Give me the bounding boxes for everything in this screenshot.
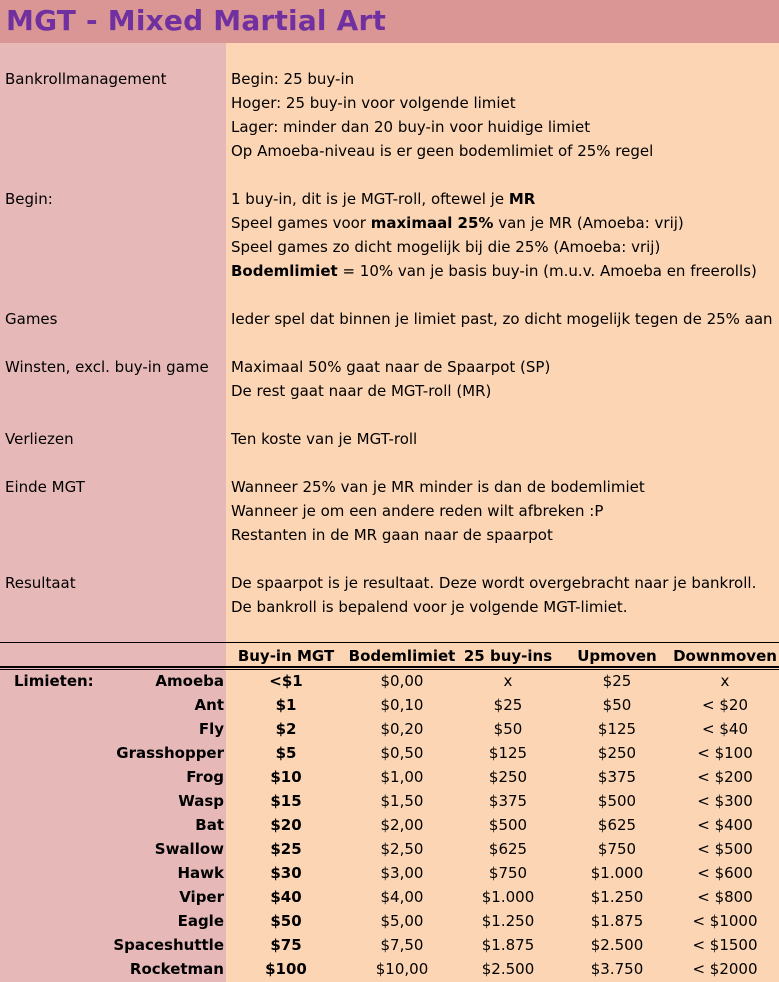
text-segment: De bankroll is bepalend voor je volgende MGT-limiet. <box>231 598 628 616</box>
buyin-cell: $75 <box>270 936 302 954</box>
bodemlimiet-cell: $10,00 <box>375 960 429 978</box>
limit-name: Fly <box>198 720 224 738</box>
buyin-cell: $15 <box>270 792 302 810</box>
buyins25-cell: $500 <box>488 816 528 834</box>
upmoven-cell: $375 <box>597 768 637 786</box>
text-segment: Op Amoeba-niveau is er geen bodemlimiet of 25% regel <box>231 142 654 160</box>
downmoven-cell: < $100 <box>697 744 753 762</box>
limit-name: Bat <box>195 816 224 834</box>
header-bodemlimiet: Bodemlimiet <box>348 647 456 665</box>
section-label: Begin: <box>5 190 53 208</box>
text-segment: = 10% van je basis buy-in (m.u.v. Amoeba en freerolls) <box>337 262 757 280</box>
bodemlimiet-cell: $2,00 <box>380 816 424 834</box>
bodemlimiet-cell: $1,50 <box>380 792 424 810</box>
buyin-cell: $10 <box>270 768 302 786</box>
bodemlimiet-cell: $0,10 <box>380 696 424 714</box>
section-label: Verliezen <box>5 430 74 448</box>
section-line <box>231 526 553 544</box>
bodemlimiet-cell: $5,00 <box>380 912 424 930</box>
buyins25-cell: $125 <box>488 744 528 762</box>
bodemlimiet-cell: $7,50 <box>380 936 424 954</box>
downmoven-cell: < $400 <box>697 816 753 834</box>
buyin-cell: $100 <box>265 960 307 978</box>
buyin-cell: $2 <box>275 720 297 738</box>
header-buyin: Buy-in MGT <box>237 647 335 665</box>
section-label: Games <box>5 310 58 328</box>
buyins25-cell: $1.000 <box>481 888 535 906</box>
upmoven-cell: $750 <box>597 840 637 858</box>
limits-label: Limieten: <box>14 672 94 690</box>
section-label: Winsten, excl. buy-in game <box>5 358 209 376</box>
header-upmoven: Upmoven <box>577 647 657 665</box>
section-line <box>231 70 354 88</box>
downmoven-cell: x <box>720 672 730 690</box>
buyins25-cell: $2.500 <box>481 960 535 978</box>
buyin-cell: $20 <box>270 816 302 834</box>
downmoven-cell: < $600 <box>697 864 753 882</box>
upmoven-cell: $2.500 <box>590 936 644 954</box>
text-segment: Speel games voor <box>231 214 371 232</box>
bold-text: maximaal 25% <box>370 214 494 232</box>
section-line <box>231 142 653 160</box>
section-line <box>231 310 773 328</box>
section-line <box>231 502 603 520</box>
bold-text: Bodemlimiet <box>231 262 338 280</box>
text-segment: De rest gaat naar de MGT-roll (MR) <box>231 382 492 400</box>
section-line <box>231 382 491 400</box>
buyins25-cell: $750 <box>488 864 528 882</box>
bodemlimiet-cell: $0,20 <box>380 720 424 738</box>
bold-text: MR <box>508 190 536 208</box>
section-label: Einde MGT <box>5 478 85 496</box>
buyins25-cell: $1.875 <box>481 936 535 954</box>
section-line <box>231 262 757 280</box>
limit-name: Eagle <box>177 912 224 930</box>
upmoven-cell: $1.000 <box>590 864 644 882</box>
upmoven-cell: $500 <box>597 792 637 810</box>
limit-name: Wasp <box>178 792 224 810</box>
limit-name: Frog <box>186 768 224 786</box>
text-segment: Ieder spel dat binnen je limiet past, zo dicht mogelijk tegen de 25% aan <box>231 310 773 328</box>
downmoven-cell: < $2000 <box>692 960 758 978</box>
text-segment: Hoger: 25 buy-in voor volgende limiet <box>231 94 516 112</box>
text-segment: Restanten in de MR gaan naar de spaarpot <box>231 526 553 544</box>
buyins25-cell: x <box>503 672 513 690</box>
section-line <box>231 118 590 136</box>
downmoven-cell: < $800 <box>697 888 753 906</box>
buyins25-cell: $25 <box>493 696 523 714</box>
limit-name: Swallow <box>154 840 224 858</box>
buyin-cell: $5 <box>275 744 297 762</box>
upmoven-cell: $25 <box>602 672 632 690</box>
text-segment: 1 buy-in, dit is je MGT-roll, oftewel je <box>231 190 509 208</box>
downmoven-cell: < $1500 <box>692 936 758 954</box>
page-title: MGT - Mixed Martial Art <box>6 4 387 37</box>
downmoven-cell: < $20 <box>702 696 748 714</box>
text-segment: De spaarpot is je resultaat. Deze wordt overgebracht naar je bankroll. <box>231 574 757 592</box>
section-line <box>231 598 628 616</box>
limit-name: Ant <box>194 696 224 714</box>
limit-name: Amoeba <box>155 672 224 690</box>
downmoven-cell: < $200 <box>697 768 753 786</box>
bodemlimiet-cell: $0,00 <box>380 672 424 690</box>
header-double-rule <box>0 666 779 668</box>
upmoven-cell: $1.250 <box>590 888 644 906</box>
text-segment: Ten koste van je MGT-roll <box>231 430 418 448</box>
header-double-rule-second <box>0 669 779 670</box>
limit-name: Spaceshuttle <box>113 936 224 954</box>
buyin-cell: $30 <box>270 864 302 882</box>
buyins25-cell: $625 <box>488 840 528 858</box>
upmoven-cell: $1.875 <box>590 912 644 930</box>
buyins25-cell: $1.250 <box>481 912 535 930</box>
buyins25-cell: $250 <box>488 768 528 786</box>
text-segment: Wanneer 25% van je MR minder is dan de bodemlimiet <box>231 478 645 496</box>
upmoven-cell: $625 <box>597 816 637 834</box>
buyins25-cell: $50 <box>493 720 523 738</box>
bodemlimiet-cell: $4,00 <box>380 888 424 906</box>
bodemlimiet-cell: $0,50 <box>380 744 424 762</box>
bodemlimiet-cell: $1,00 <box>380 768 424 786</box>
text-segment: Wanneer je om een andere reden wilt afbreken :P <box>231 502 604 520</box>
text-segment: van je MR (Amoeba: vrij) <box>493 214 684 232</box>
buyin-cell: $50 <box>270 912 302 930</box>
upmoven-cell: $250 <box>597 744 637 762</box>
section-line <box>231 574 756 592</box>
section-label: Resultaat <box>5 574 76 592</box>
limit-name: Rocketman <box>129 960 224 978</box>
downmoven-cell: < $500 <box>697 840 753 858</box>
limit-name: Grasshopper <box>116 744 224 762</box>
upmoven-cell: $3.750 <box>590 960 644 978</box>
title-bar <box>0 0 779 43</box>
downmoven-cell: < $1000 <box>692 912 758 930</box>
section-line <box>231 430 417 448</box>
section-line <box>231 358 550 376</box>
buyin-cell: <$1 <box>269 672 303 690</box>
upmoven-cell: $50 <box>602 696 632 714</box>
section-label: Bankrollmanagement <box>5 70 167 88</box>
buyin-cell: $1 <box>275 696 297 714</box>
text-segment: Lager: minder dan 20 buy-in voor huidige limiet <box>231 118 591 136</box>
limit-name: Hawk <box>177 864 224 882</box>
header-25-buyins: 25 buy-ins <box>463 647 553 665</box>
buyin-cell: $25 <box>270 840 302 858</box>
section-line <box>231 214 684 232</box>
section-line <box>231 190 535 208</box>
buyins25-cell: $375 <box>488 792 528 810</box>
buyin-cell: $40 <box>270 888 302 906</box>
table-top-divider <box>0 642 779 643</box>
bodemlimiet-cell: $2,50 <box>380 840 424 858</box>
limit-name: Viper <box>179 888 224 906</box>
upmoven-cell: $125 <box>597 720 637 738</box>
section-line <box>231 238 660 256</box>
downmoven-cell: < $40 <box>702 720 748 738</box>
section-line <box>231 94 516 112</box>
text-segment: Speel games zo dicht mogelijk bij die 25% (Amoeba: vrij) <box>231 238 661 256</box>
section-line <box>231 478 645 496</box>
bodemlimiet-cell: $3,00 <box>380 864 424 882</box>
header-downmoven: Downmoven <box>673 647 777 665</box>
text-segment: Begin: 25 buy-in <box>231 70 355 88</box>
downmoven-cell: < $300 <box>697 792 753 810</box>
text-segment: Maximaal 50% gaat naar de Spaarpot (SP) <box>231 358 551 376</box>
